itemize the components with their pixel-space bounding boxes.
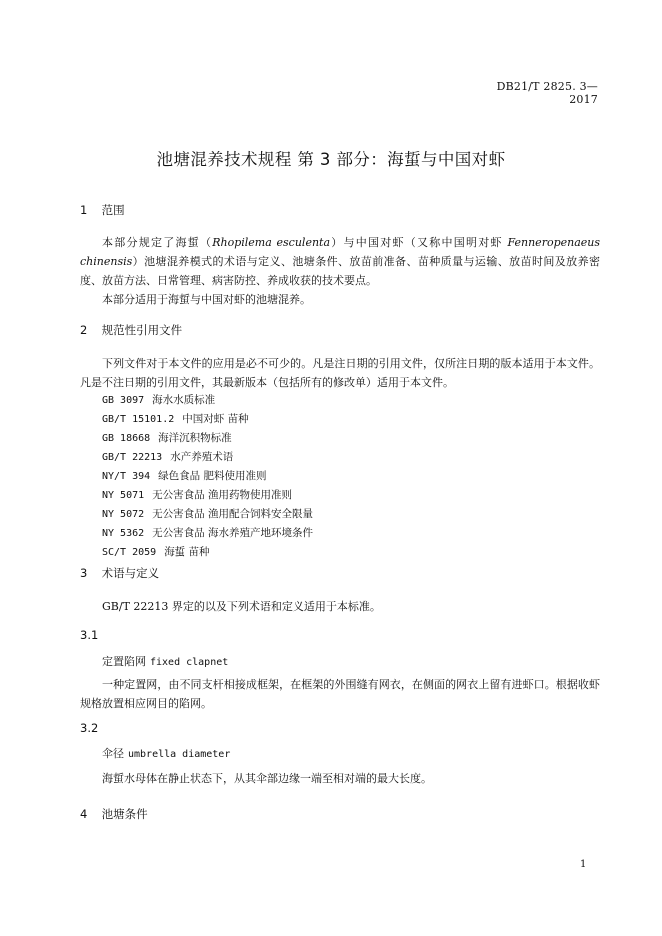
reference-code: NY 5071 [102,490,145,501]
terms-intro: GB/T 22213 界定的以及下列术语和定义适用于本标准。 [102,600,381,613]
scientific-name: Rhopilema esculenta [212,236,331,249]
term-definition: 海蜇水母体在静止状态下，从其伞部边缘一端至相对端的最大长度。 [102,772,432,785]
section-title: 术语与定义 [101,566,160,580]
section-title: 范围 [101,203,125,217]
term-heading [102,745,230,761]
reference-code: GB/T 15101.2 [102,414,175,425]
section-title: 规范性引用文件 [101,323,183,337]
scientific-name: Fenneropenaeus chinensis [80,236,601,268]
section-number: 3 [80,566,88,580]
page-number: 1 [580,859,587,870]
reference-item [102,486,582,505]
reference-item [102,543,582,562]
reference-item [102,391,582,410]
normative-intro: 下列文件对于本文件的应用是必不可少的。凡是注日期的引用文件，仅所注日期的版本适用于本文件。凡是不注日期的引用文件，其最新版本（包括所有的修改单）适用于本文件。 [80,357,600,389]
section-number: 1 [80,203,88,217]
section-heading-normative [80,322,182,338]
reference-name: 绿色食品 肥料使用准则 [158,470,267,482]
reference-name: 无公害食品 渔用药物使用准则 [152,489,292,501]
reference-name: 中国对虾 苗种 [182,413,249,425]
reference-name: 无公害食品 渔用配合饲料安全限量 [152,508,313,520]
reference-name: 无公害食品 海水养殖产地环境条件 [152,527,313,539]
reference-code: GB/T 22213 [102,452,163,463]
term-chinese: 定置陷网 [102,655,146,668]
term-english: umbrella diameter [128,749,231,760]
reference-item [102,429,582,448]
reference-name: 海洋沉积物标准 [158,432,232,444]
reference-code: GB 18668 [102,433,151,444]
reference-code: NY 5362 [102,528,145,539]
document-code: DB21/T 2825. 3—2017 [496,80,598,106]
section-heading-pond [80,806,148,822]
reference-code: GB 3097 [102,395,145,406]
scope-paragraph-1: 本部分规定了海蜇（Rhopilema esculenta）与中国对虾（又称中国明对虾 Fenneropenaeus chinensis）池塘混养模式的术语与定义、池塘条件、放苗前准备、苗种质量与运输、放苗时间及放养密度、放苗方法、日常管理、病害防控、养成收获的技术要点。 [80,236,601,287]
term-definition: 一种定置网，由不同支杆相接成框架，在框架的外围缝有网衣，在侧面的网衣上留有进虾口。根据收虾规格放置相应网目的陷网。 [80,678,600,710]
reference-item [102,467,582,486]
reference-item [102,410,582,429]
reference-list [102,391,582,562]
section-heading-scope [80,202,125,218]
reference-item [102,505,582,524]
reference-item [102,524,582,543]
document-title: 池塘混养技术规程 第 3 部分：海蜇与中国对虾 [156,150,506,169]
reference-item [102,448,582,467]
reference-name: 海蜇 苗种 [164,546,210,558]
reference-code: NY/T 394 [102,471,151,482]
term-number: 3.1 [80,628,99,642]
term-heading [102,653,228,669]
term-english: fixed clapnet [150,657,229,668]
section-heading-terms [80,565,159,581]
reference-code: NY 5072 [102,509,145,520]
reference-name: 水产养殖术语 [170,451,234,463]
term-number: 3.2 [80,721,99,735]
section-number: 2 [80,323,88,337]
scope-paragraph-2: 本部分适用于海蜇与中国对虾的池塘混养。 [102,293,311,306]
section-title: 池塘条件 [101,807,148,821]
section-number: 4 [80,807,88,821]
reference-name: 海水水质标准 [152,394,216,406]
reference-code: SC/T 2059 [102,547,157,558]
term-chinese: 伞径 [102,747,124,760]
scope-paragraphs [80,233,600,309]
